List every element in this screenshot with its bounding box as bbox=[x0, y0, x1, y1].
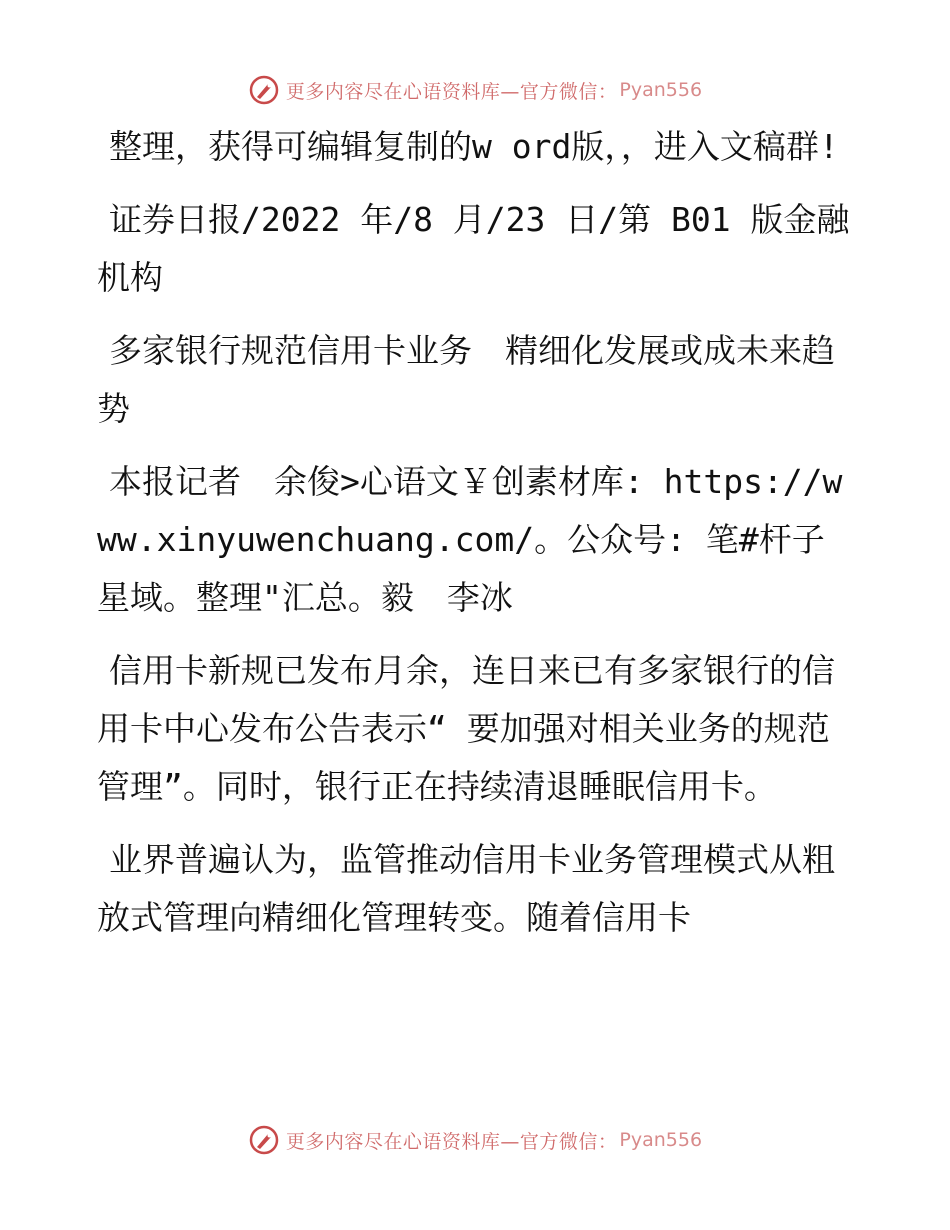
pen-nib-icon bbox=[248, 74, 280, 106]
document-body bbox=[97, 118, 857, 962]
paragraph-source: 证券日报/2022 年/8 月/23 日/第 B01 版金融机构 bbox=[97, 200, 850, 297]
paragraph-body-2: 业界普遍认为，监管推动信用卡业务管理模式从粗放式管理向精细化管理转变。随着信用卡 bbox=[97, 840, 835, 937]
paragraph-body-1: 信用卡新规已发布月余，连日来已有多家银行的信用卡中心发布公告表示“ 要加强对相关业务的规范管理”。同时，银行正在持续清退睡眠信用卡。 bbox=[97, 651, 835, 806]
article-title: 多家银行规范信用卡业务 精细化发展或成未来趋势 bbox=[97, 331, 835, 428]
paragraph-intro: 整理，获得可编辑复制的w ord版，，进入文稿群! bbox=[109, 127, 839, 166]
banner-text: 更多内容尽在心语资料库—官方微信： bbox=[285, 80, 618, 103]
paragraph-byline: 本报记者 余俊>心语文￥创素材库: https://www.xinyuwenchuang.com/。公众号: 笔#杆子星域。整理"汇总。毅 李冰 bbox=[97, 462, 843, 617]
banner-text: 更多内容尽在心语资料库—官方微信： bbox=[285, 1130, 618, 1153]
banner-wechat-id: Pyan556 bbox=[619, 1129, 703, 1151]
pen-nib-icon bbox=[248, 1124, 280, 1156]
header-watermark-banner bbox=[0, 70, 950, 110]
banner-wechat-id: Pyan556 bbox=[619, 79, 703, 101]
footer-watermark-banner bbox=[0, 1120, 950, 1160]
